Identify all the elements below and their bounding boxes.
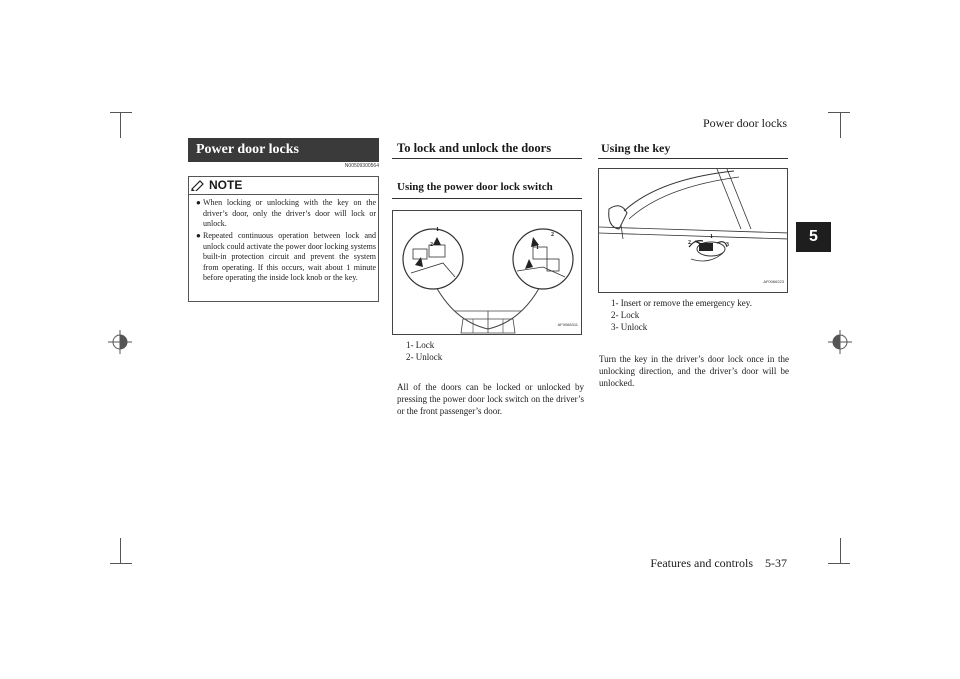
door-key-illustration [599, 169, 788, 293]
figure-callout: 2 [551, 232, 554, 238]
legend-list [406, 339, 442, 363]
figure-callout: 3 [726, 242, 729, 248]
legend-item: 3- Unlock [611, 322, 648, 332]
bullet-icon: ● [196, 198, 201, 207]
crop-mark-top-right-v [840, 112, 841, 138]
note-item: ● When locking or unlocking with the key on the driver’s door, only the driver’s door will lock or unlock. [196, 198, 376, 229]
registration-mark-left [108, 330, 132, 354]
crop-mark-bottom-left-h [110, 563, 132, 564]
section-code: N00509300564 [344, 163, 379, 169]
running-header-title: Power door locks [703, 116, 787, 130]
heading-using-key: Using the key [601, 141, 671, 155]
crop-mark-bottom-right-h [828, 563, 850, 564]
figure-door-key [598, 168, 788, 293]
crop-mark-top-left-h [110, 112, 132, 113]
crop-mark-top-right-h [828, 112, 850, 113]
legend-item: 2- Lock [611, 310, 640, 320]
note-divider [188, 194, 379, 195]
footer-section: Features and controls [650, 556, 753, 570]
running-footer [600, 556, 787, 571]
note-label: NOTE [209, 178, 243, 192]
power-lock-switch-illustration [393, 211, 582, 335]
figure-callout: 1 [436, 227, 439, 233]
chapter-tab: 5 [796, 222, 831, 252]
figure-code: AF0068311 [557, 322, 578, 327]
heading-lock-unlock: To lock and unlock the doors [397, 141, 552, 155]
crop-mark-bottom-left-v [120, 538, 121, 564]
footer-page-number: 5-37 [765, 556, 787, 570]
heading-rule [598, 158, 788, 159]
legend-item: 1- Insert or remove the emergency key. [611, 298, 752, 308]
legend-list [611, 297, 752, 333]
heading-rule [392, 158, 582, 159]
figure-code: AF0066223 [763, 279, 784, 284]
figure-power-lock-switch [392, 210, 582, 335]
note-item: ● Repeated continuous operation between lock and unlock could activate the power door locking systems built-in protection circuit and prevent the system from operating. If this occurs, wait about 1 minute before operating the inside lock knob or the key. [196, 231, 376, 283]
paragraph-using-key: Turn the key in the driver’s door lock once in the unlocking direction, and the driver’s door will be unlocked. [599, 354, 789, 388]
section-title: Power door locks [188, 138, 379, 162]
crop-mark-bottom-right-v [840, 538, 841, 564]
legend-item: 1- Lock [406, 340, 435, 350]
note-header [190, 178, 242, 192]
figure-callout: 1 [710, 234, 713, 240]
pencil-icon [190, 179, 206, 191]
figure-callout: 1 [536, 245, 539, 251]
legend-item: 2- Unlock [406, 352, 443, 362]
figure-callout: 2 [688, 240, 691, 246]
subheading-rule [392, 198, 582, 199]
crop-mark-top-left-v [120, 112, 121, 138]
figure-callout: 2 [430, 242, 433, 248]
subheading-power-switch: Using the power door lock switch [397, 181, 553, 193]
paragraph-power-switch: All of the doors can be locked or unlocked by pressing the power door lock switch on the driver’s or the front passenger’s door. [397, 382, 584, 416]
registration-mark-right [828, 330, 852, 354]
bullet-icon: ● [196, 231, 201, 240]
